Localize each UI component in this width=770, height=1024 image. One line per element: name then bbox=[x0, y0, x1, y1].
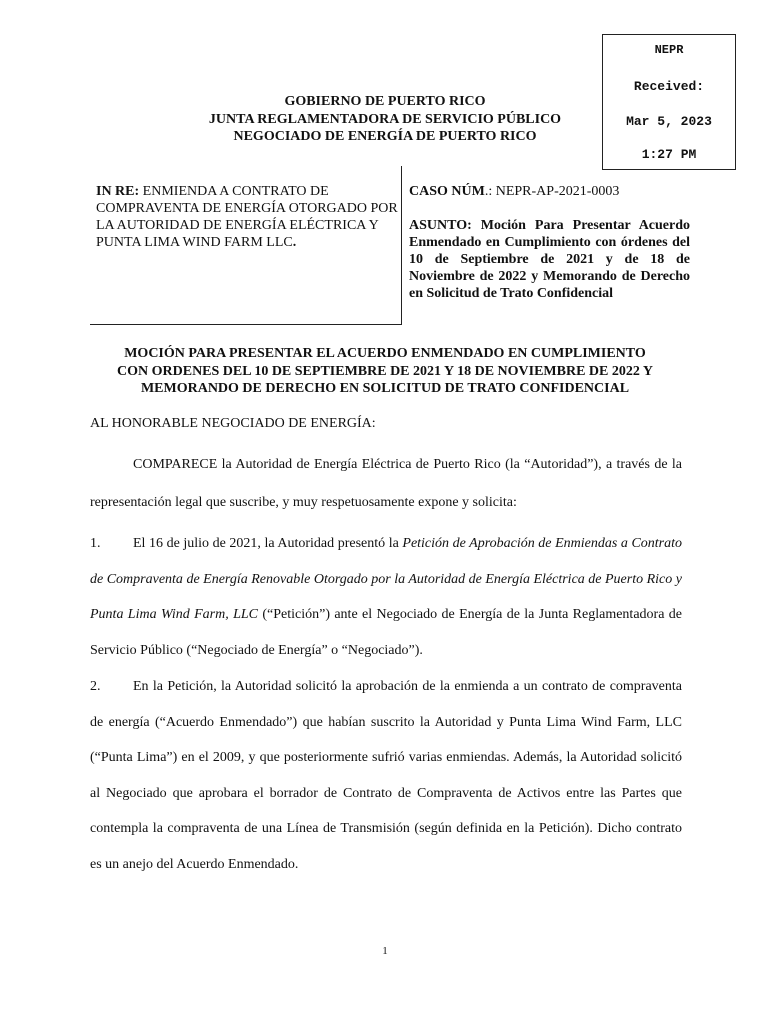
page-number: 1 bbox=[382, 945, 388, 957]
stamp-date: Mar 5, 2023 bbox=[626, 114, 712, 129]
stamp-time: 1:27 PM bbox=[641, 147, 697, 162]
subject-label: ASUNTO: bbox=[409, 218, 472, 233]
case-caption-in-re bbox=[96, 183, 398, 251]
intro-paragraph bbox=[90, 446, 682, 521]
header-line-1: GOBIERNO DE PUERTO RICO bbox=[284, 94, 486, 109]
motion-title-line-2: CON ORDENES DEL 10 DE SEPTIEMBRE DE 2021 Y 18 DE NOVIEMBRE DE 2022 Y bbox=[117, 363, 653, 379]
case-caption-right bbox=[409, 183, 690, 302]
caption-vertical-divider bbox=[401, 166, 402, 325]
paragraph-1-number: 1. bbox=[90, 536, 101, 551]
paragraph-1-text-b: (“Petición”) ante el Negociado de Energía de la Junta Reglamentadora de Servicio Público (“Negociado de Energía” o “Negociado”). bbox=[90, 607, 682, 658]
case-number-value: .: NEPR-AP-2021-0003 bbox=[484, 184, 620, 199]
paragraph-2 bbox=[90, 669, 682, 882]
agency-header bbox=[170, 93, 600, 146]
motion-title-line-1: MOCIÓN PARA PRESENTAR EL ACUERDO ENMENDADO EN CUMPLIMIENTO bbox=[124, 346, 646, 361]
in-re-end: . bbox=[292, 235, 297, 250]
intro-text: COMPARECE la Autoridad de Energía Eléctrica de Puerto Rico (la “Autoridad”), a través de la representación legal que suscribe, y muy respetuosamente expone y solicita: bbox=[90, 457, 682, 510]
header-line-2: JUNTA REGLAMENTADORA DE SERVICIO PÚBLICO bbox=[208, 111, 562, 127]
paragraph-1-text-a: El 16 de julio de 2021, la Autoridad presentó la bbox=[133, 536, 403, 551]
subject-text: Moción Para Presentar Acuerdo Enmendado en Cumplimiento con órdenes del 10 de Septiembre de 2021 y de 18 de Noviembre de 2022 y Memorando de Derecho en Solicitud de Trato Confidencial bbox=[409, 218, 691, 301]
caption-horizontal-divider bbox=[90, 324, 402, 325]
paragraph-2-text: En la Petición, la Autoridad solicitó la aprobación de la enmienda a un contrato de compraventa de energía (“Acuerdo Enmendado”) que habían suscrito la Autoridad y Punta Lima Wind Farm, LLC (“Punta Lima”) en el 2009, y que posteriormente sufrió varias enmiendas. Además, la Autoridad solicitó al Negociado que aprobara el borrador de Contrato de Compraventa de Activos entre las Partes que contempla la compraventa de una Línea de Transmisión (según definida en la Petición). Dicho contrato es un anejo del Acuerdo Enmendado. bbox=[90, 679, 682, 872]
received-stamp bbox=[602, 34, 736, 170]
stamp-received: Received: bbox=[633, 79, 705, 94]
salutation: AL HONORABLE NEGOCIADO DE ENERGÍA: bbox=[90, 416, 376, 431]
in-re-label: IN RE: bbox=[96, 184, 140, 199]
case-number bbox=[409, 183, 690, 200]
paragraph-1 bbox=[90, 526, 682, 668]
paragraph-2-number: 2. bbox=[90, 679, 101, 694]
case-subject bbox=[409, 217, 690, 302]
motion-title bbox=[88, 345, 682, 398]
in-re-text: ENMIENDA A CONTRATO DE COMPRAVENTA DE ENERGÍA OTORGADO POR LA AUTORIDAD DE ENERGÍA ELÉCTRICA Y PUNTA LIMA WIND FARM LLC bbox=[96, 184, 398, 250]
case-number-label: CASO NÚM bbox=[409, 184, 485, 199]
motion-title-line-3: MEMORANDO DE DERECHO EN SOLICITUD DE TRATO CONFIDENCIAL bbox=[140, 381, 630, 396]
paragraph-1-italic-title: Petición de Aprobación de Enmiendas a Contrato de Compraventa de Energía Renovable Otorgado por la Autoridad de Energía Eléctrica de Puerto Rico y Punta Lima Wind Farm, LLC bbox=[90, 536, 683, 622]
stamp-agency: NEPR bbox=[654, 43, 684, 57]
header-line-3: NEGOCIADO DE ENERGÍA DE PUERTO RICO bbox=[233, 129, 537, 144]
